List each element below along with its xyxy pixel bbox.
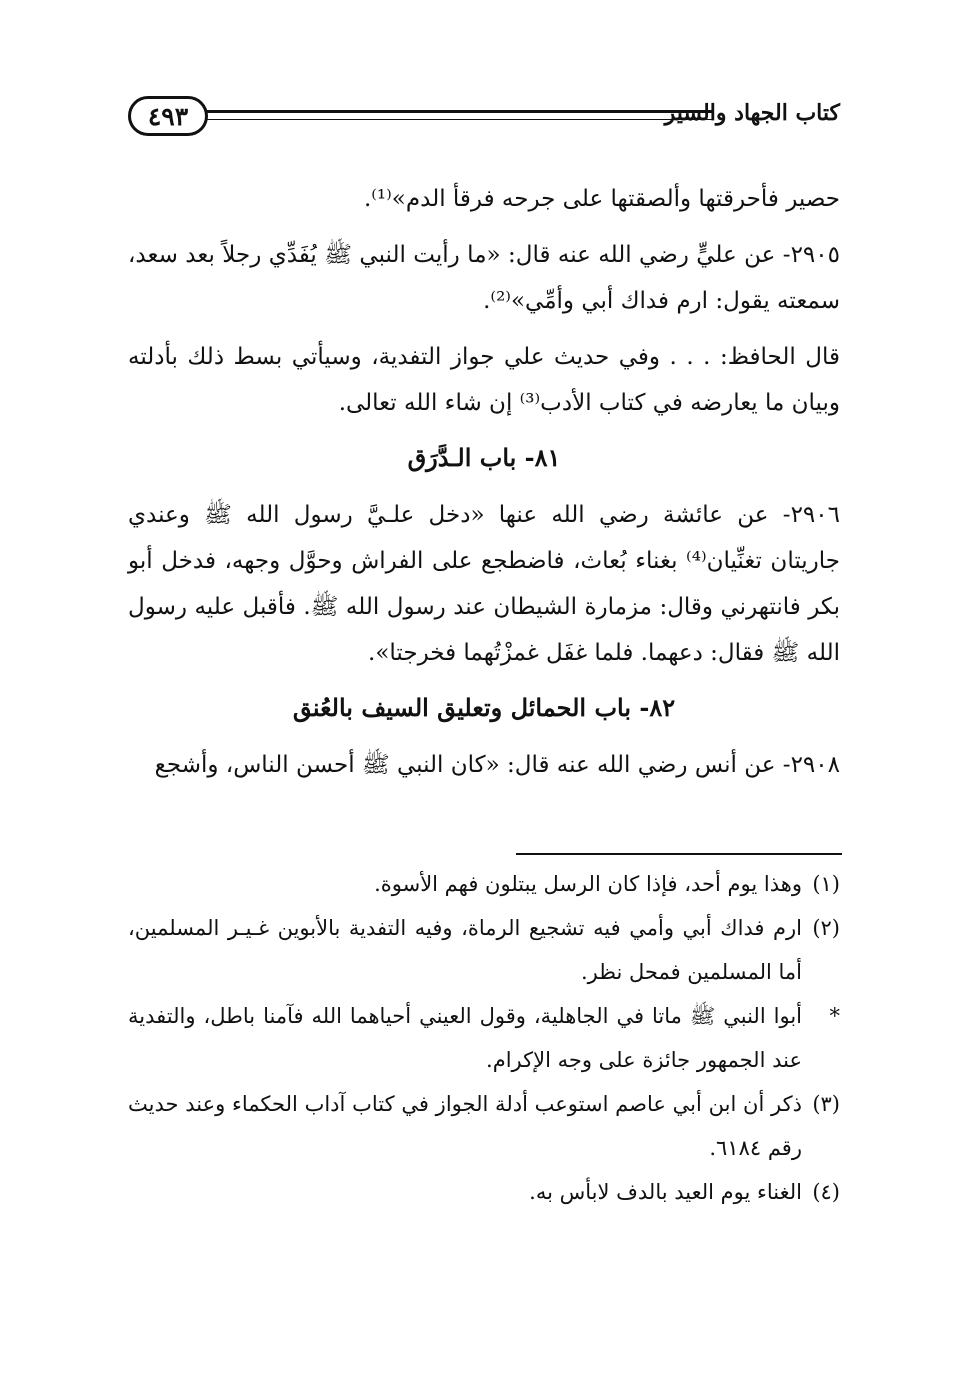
footnote-divider: [516, 853, 842, 855]
page-header: [128, 96, 840, 140]
footnote-marker: (٣): [812, 1092, 840, 1116]
footnotes: [128, 862, 840, 1214]
chapter-heading-81: ٨١- باب الـدَّرَق: [407, 443, 561, 472]
footnote-marker: (١): [812, 872, 840, 896]
page-number: ٤٩٣: [128, 96, 208, 136]
footnote-marker: (٤): [812, 1180, 840, 1204]
footnote-text: ارم فداك أبي وأمي فيه تشجيع الرماة، وفيه التفدية بالأبوين غـيـر المسلمين، أما المسلمين فمحل نظر.: [128, 916, 802, 984]
header-rule: [206, 110, 712, 120]
main-text: [128, 176, 840, 798]
paragraph-continuation: حصير فأحرقتها وألصقتها على جرحه فرقأ الدم»⁽¹⁾.: [363, 186, 840, 212]
footnote-3: [128, 1082, 840, 1170]
footnote-text: الغناء يوم العيد بالدف لابأس به.: [529, 1180, 802, 1204]
book-title: كتاب الجهاد والسير: [664, 100, 840, 126]
footnote-4: [128, 1170, 840, 1214]
footnote-text: ذكر أن ابن أبي عاصم استوعب أدلة الجواز في كتاب آداب الحكماء وعند حديث رقم ٦١٨٤.: [128, 1092, 802, 1160]
footnote-1: [128, 862, 840, 906]
footnote-2: [128, 906, 840, 994]
footnote-text: وهذا يوم أحد، فإذا كان الرسل يبتلون فهم الأسوة.: [374, 872, 802, 896]
hadith-2906: ٢٩٠٦- عن عائشة رضي الله عنها «دخل علـيَّ رسول الله ﷺ وعندي جاريتان تغنِّيان⁽⁴⁾ بغناء بُعاث، فاضطجع على الفراش وحوَّل وجهه، فدخل أبو بكر فانتهرني وقال: مزمارة الشيطان عند رسول الله ﷺ. فأقبل عليه رسول الله ﷺ فقال: دعهما. فلما غفَل غمزْتُهما فخرجتا».: [128, 502, 840, 666]
footnote-text: أبوا النبي ﷺ ماتا في الجاهلية، وقول العيني أحياهما الله فآمنا باطل، والتفدية عند الجمهور جائزة على وجه الإكرام.: [128, 1004, 802, 1072]
hadith-2905: ٢٩٠٥- عن عليٍّ رضي الله عنه قال: «ما رأيت النبي ﷺ يُفَدِّي رجلاً بعد سعد، سمعته يقول: ارم فداك أبي وأمِّي»⁽²⁾.: [128, 242, 840, 314]
chapter-heading-82: ٨٢- باب الحمائل وتعليق السيف بالعُنق: [292, 693, 676, 722]
footnote-marker: *: [829, 1004, 840, 1028]
footnote-marker: (٢): [812, 916, 840, 940]
hafiz-commentary: قال الحافظ: . . . وفي حديث علي جواز التفدية، وسيأتي بسط ذلك بأدلته وبيان ما يعارضه في كتاب الأدب⁽³⁾ إن شاء الله تعالى.: [128, 344, 840, 416]
hadith-2908: ٢٩٠٨- عن أنس رضي الله عنه قال: «كان النبي ﷺ أحسن الناس، وأشجع: [154, 752, 840, 778]
footnote-asterisk: [128, 994, 840, 1082]
